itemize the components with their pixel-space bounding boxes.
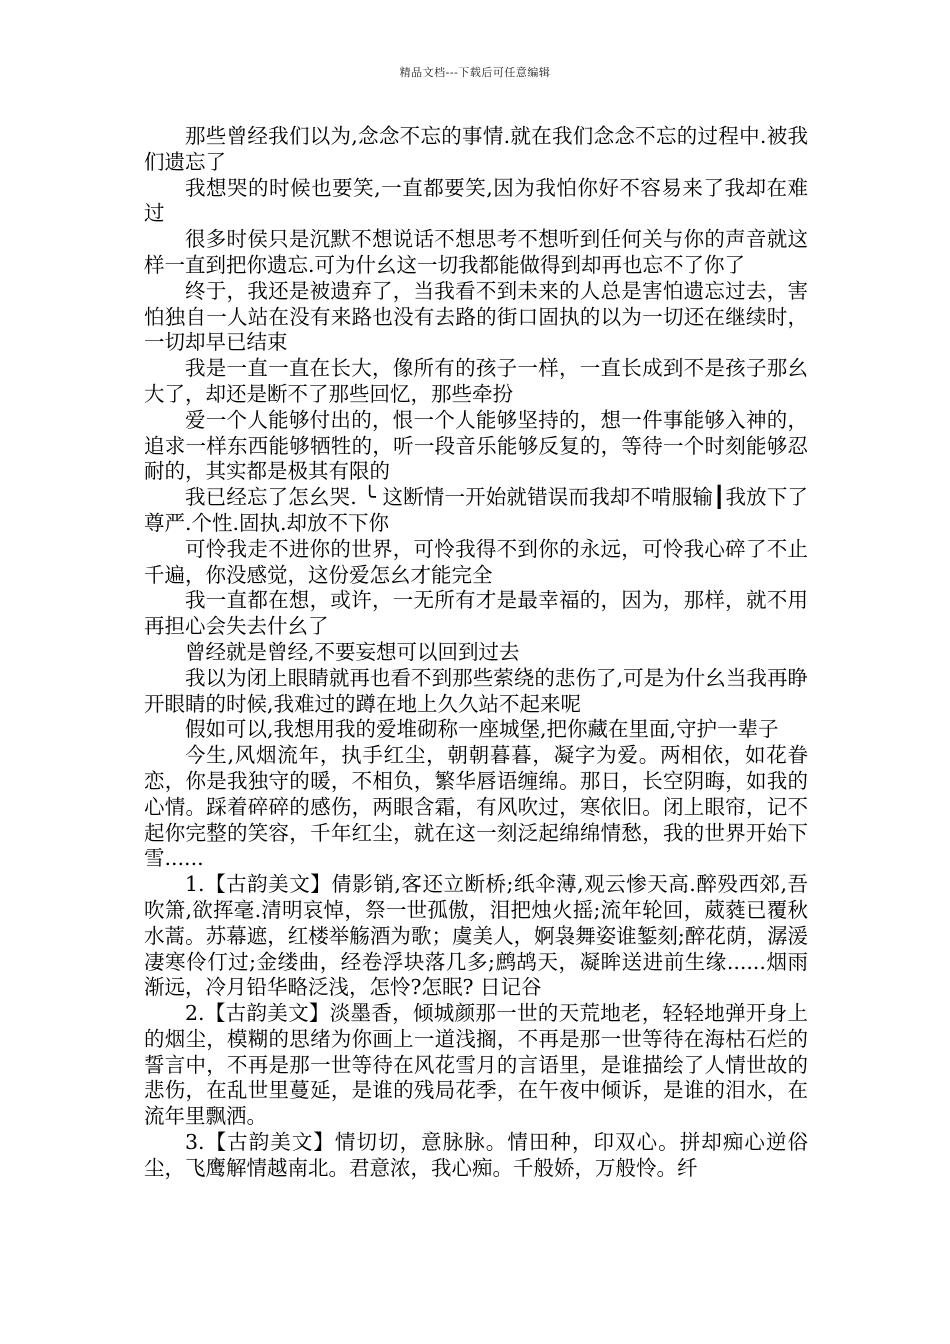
paragraph: 很多时侯只是沉默不想说话不想思考不想听到任何关与你的声音就这样一直到把你遗忘.可为什幺这一切我都能做得到却再也忘不了你了 xyxy=(144,227,808,277)
paragraph: 假如可以,我想用我的爱堆砌称一座城堡,把你藏在里面,守护一辈子 xyxy=(185,717,779,742)
document-body xyxy=(144,124,808,1182)
paragraph: 1.【古韵美文】倩影销,客还立断桥;纸伞薄,观云惨天高.醉殁西郊,吾吹箫,欲挥毫.清明哀悼，祭一世孤傲，泪把烛火摇;流年轮回，葳蕤已覆秋水蒿。苏幕遮，红楼举觞酒为歌；虞美人，婀袅舞姿谁錾刻;醉花荫，潺湲凄寒伶仃过;金缕曲，经卷浮块落几多;鹧鸪天，凝眸送进前生缘......烟雨渐远，冷月铅华略泛浅，怎怜?怎眠? 日记谷 xyxy=(144,872,808,1000)
paragraph: 终于，我还是被遗弃了，当我看不到未来的人总是害怕遗忘过去，害怕独自一人站在没有来路也没有去路的街口固执的以为一切还在继续时，一切却早已结束 xyxy=(144,278,808,355)
paragraph: 2.【古韵美文】淡墨香，倾城颜那一世的天荒地老，轻轻地弹开身上的烟尘，模糊的思绪为你画上一道浅搁，不再是那一世等待在海枯石烂的誓言中，不再是那一世等待在风花雪月的言语里，是谁描绘了人情世故的悲伤，在乱世里蔓延，是谁的残局花季，在午夜中倾诉，是谁的泪水，在流年里飘洒。 xyxy=(144,1001,808,1129)
paragraph: 可怜我走不进你的世界，可怜我得不到你的永远，可怜我心碎了不止千遍，你没感觉，这份爱怎幺才能完全 xyxy=(144,536,808,587)
paragraph: 我以为闭上眼睛就再也看不到那些萦绕的悲伤了,可是为什幺当我再睁开眼睛的时候,我难过的蹲在地上久久站不起来呢 xyxy=(144,665,808,716)
document-header-note: 精品文档---下载后可任意编辑 xyxy=(399,66,551,79)
paragraph: 我是一直一直在长大，像所有的孩子一样，一直长成到不是孩子那幺大了，却还是断不了那些回忆，那些牵扮 xyxy=(144,356,808,406)
paragraph: 3.【古韵美文】情切切，意脉脉。情田种，印双心。拼却痴心逆俗尘，飞鹰解情越南北。君意浓，我心痴。千般娇，万般怜。纤 xyxy=(144,1130,808,1180)
paragraph: 我已经忘了怎幺哭. ╰ 这断情一开始就错误而我却不啃服输┃我放下了尊严.个性.固执.却放不下你 xyxy=(144,485,808,535)
paragraph: 今生,风烟流年，执手红尘，朝朝暮暮，凝字为爱。两相依，如花眷恋，你是我独守的暖，不相负，繁华唇语缠绵。那日，长空阴晦，如我的心情。踩着碎碎的感伤，两眼含霜，有风吹过，寒依旧。闭上眼帘，记不起你完整的笑容，千年红尘，就在这一刻泛起绵绵情愁，我的世界开始下雪...... xyxy=(144,743,808,871)
paragraph: 我想哭的时候也要笑,一直都要笑,因为我怕你好不容易来了我却在难过 xyxy=(144,175,808,226)
paragraph: 爱一个人能够付出的，恨一个人能够坚持的，想一件事能够入神的，追求一样东西能够牺牲的，听一段音乐能够反复的，等待一个时刻能够忍耐的，其实都是极其有限的 xyxy=(144,407,808,484)
paragraph: 曾经就是曾经,不要妄想可以回到过去 xyxy=(185,639,520,664)
paragraph: 我一直都在想，或许，一无所有才是最幸福的，因为，那样，就不用再担心会失去什幺了 xyxy=(144,588,808,639)
paragraph: 那些曾经我们以为,念念不忘的事情.就在我们念念不忘的过程中.被我们遗忘了 xyxy=(144,124,808,174)
